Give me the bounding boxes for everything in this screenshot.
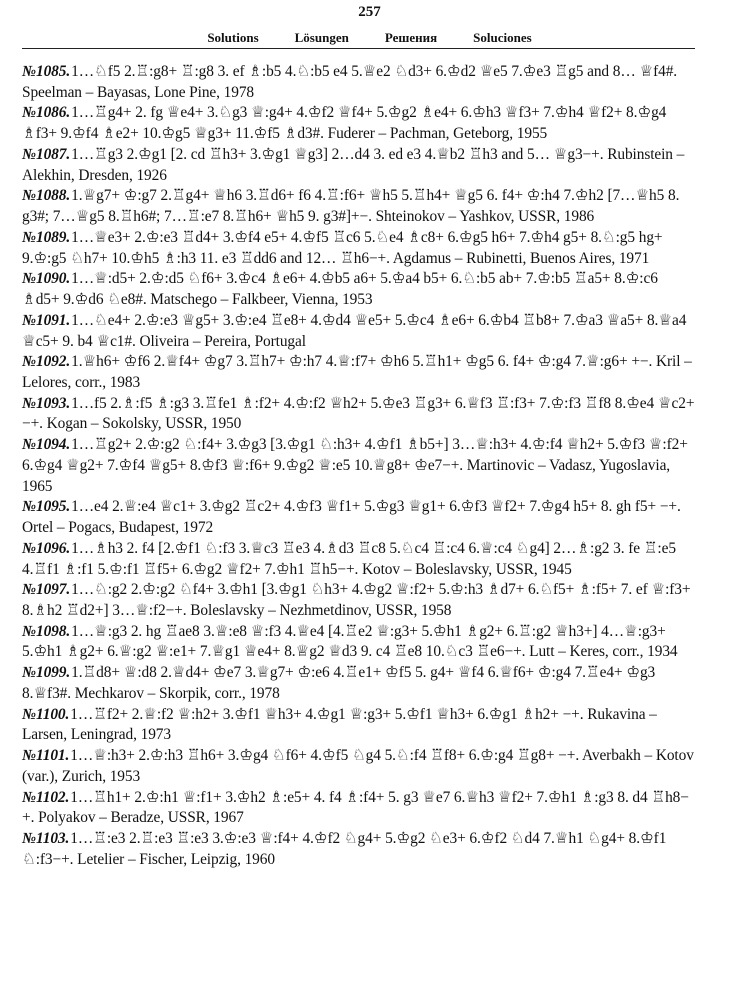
solution-number: №1088. [22, 187, 71, 205]
solution-text: 1…♖g2+ 2.♔:g2 ♘:f4+ 3.♔g3 [3.♔g1 ♘:h3+ 4.♔f1 ♗b5+] 3…♕:h3+ 4.♔:f4 ♕h2+ 5.♔f3 ♕:f2+ 6.♔g4 ♕g2+ 7.♔f4 ♕g5+ 8.♔f3 ♕:f6+ 9.♔g2 ♕:e5 10.♕g8+ ♔e7−+. Martinovic – Vadasz, Yugoslavia, 1965 [22, 436, 688, 495]
solution-text: 1…♖:e3 2.♖:e3 ♖:e3 3.♔:e3 ♕:f4+ 4.♔f2 ♘g4+ 5.♔g2 ♘e3+ 6.♔f2 ♘d4 7.♕h1 ♘g4+ 8.♔f1 ♘:f3−+. Letelier – Fischer, Leipzig, 1960 [22, 830, 667, 868]
solution-text: 1…♘f5 2.♖:g8+ ♖:g8 3. ef ♗:b5 4.♘:b5 e4 5.♕e2 ♘d3+ 6.♔d2 ♕e5 7.♔e3 ♖g5 and 8… ♕f4#. Speelman – Bayasas, Lone Pine, 1978 [22, 63, 678, 101]
solution-number: №1102. [22, 788, 70, 806]
page-number: 257 [358, 4, 381, 20]
solution-entry [22, 228, 695, 269]
solution-text: 1…♘e4+ 2.♔:e3 ♕g5+ 3.♔:e4 ♖e8+ 4.♔d4 ♕e5+ 5.♔c4 ♗e6+ 6.♔b4 ♖b8+ 7.♔a3 ♕a5+ 8.♕a4 ♕c5+ 9. b4 ♕c1#. Oliveira – Pereira, Portugal [22, 311, 687, 350]
solution-text: 1…♗h3 2. f4 [2.♔f1 ♘:f3 3.♕c3 ♖e3 4.♗d3 ♖c8 5.♘c4 ♖:c4 6.♕:c4 ♘g4] 2…♗:g2 3. fe ♖:e5 4.♖f1 ♗:f1 5.♔:f1 ♖f5+ 6.♔g2 ♕f2+ 7.♔h1 ♖h5−+. Kotov – Boleslavsky, USSR, 1945 [22, 539, 676, 578]
solution-number: №1098. [22, 622, 71, 640]
solution-text: 1…f5 2.♗:f5 ♗:g3 3.♖fe1 ♗:f2+ 4.♔:f2 ♕h2+ 5.♔e3 ♖g3+ 6.♕f3 ♖:f3+ 7.♔:f3 ♖f8 8.♔e4 ♕c2+ −+. Kogan – Sokolsky, USSR, 1950 [22, 394, 695, 433]
solutions-list [22, 62, 695, 871]
solution-number: №1089. [22, 228, 71, 246]
solution-number: №1099. [22, 664, 71, 682]
solution-entry [22, 186, 695, 227]
solution-entry [22, 580, 695, 621]
solution-entry [22, 829, 695, 870]
solution-entry [22, 62, 695, 103]
solution-entry [22, 788, 695, 829]
solution-number: №1096. [22, 539, 71, 557]
solution-text: 1…♖h1+ 2.♔:h1 ♕:f1+ 3.♔h2 ♗:e5+ 4. f4 ♗:f4+ 5. g3 ♕e7 6.♕h3 ♕f2+ 7.♔h1 ♗:g3 8. d4 ♖h8−+. Polyakov – Beradze, USSR, 1967 [22, 788, 689, 827]
solution-text: 1…♕:h3+ 2.♔:h3 ♖h6+ 3.♔g4 ♘f6+ 4.♔f5 ♘g4 5.♘:f4 ♖f8+ 6.♔:g4 ♖g8+ −+. Averbakh – Kotov (var.), Zurich, 1953 [22, 747, 694, 785]
solution-text: 1.♕g7+ ♔:g7 2.♖g4+ ♕h6 3.♖d6+ f6 4.♖:f6+ ♕h5 5.♖h4+ ♕g5 6. f4+ ♔:h4 7.♔h2 [7…♕h5 8. g3#; 7…♕g5 8.♖h6#; 7…♖:e7 8.♖h6+ ♕h5 9. g3#]+−. Shteinokov – Yashkov, USSR, 1986 [22, 187, 680, 226]
solution-entry [22, 746, 695, 787]
solution-text: 1…e4 2.♕:e4 ♕c1+ 3.♔g2 ♖c2+ 4.♔f3 ♕f1+ 5.♔g3 ♕g1+ 6.♔f3 ♕f2+ 7.♔g4 h5+ 8. gh f5+ −+. Ortel – Pogacs, Budapest, 1972 [22, 498, 681, 537]
solution-text: 1…♕:g3 2. hg ♖ae8 3.♕:e8 ♕:f3 4.♕e4 [4.♖e2 ♕:g3+ 5.♔h1 ♗g2+ 6.♖:g2 ♕h3+] 4…♕:g3+ 5.♔h1 ♗g2+ 6.♕:g2 ♕:e1+ 7.♕g1 ♕e4+ 8.♕g2 ♕d3 9. c4 ♖e8 10.♘c3 ♖e6−+. Lutt – Keres, corr., 1934 [22, 622, 678, 661]
solution-number: №1085. [22, 63, 71, 80]
solution-number: №1090. [22, 270, 71, 288]
running-header [0, 30, 739, 46]
solution-number: №1093. [22, 394, 71, 412]
solution-text: 1…♕e3+ 2.♔:e3 ♖d4+ 3.♔f4 e5+ 4.♔f5 ♖c6 5.♘e4 ♗c8+ 6.♔g5 h6+ 7.♔h4 g5+ 8.♘:g5 hg+ 9.♔:g5 ♘h7+ 10.♔h5 ♗:h3 11. e3 ♖dd6 and 12… ♖h6−+. Agdamus – Rubinetti, Buenos Aires, 1971 [22, 228, 663, 267]
solution-number: №1097. [22, 581, 71, 599]
solution-entry [22, 539, 695, 580]
solution-entry [22, 103, 695, 144]
solution-text: 1…♘:g2 2.♔:g2 ♘f4+ 3.♔h1 [3.♔g1 ♘h3+ 4.♔g2 ♕:f2+ 5.♔:h3 ♗d7+ 6.♘f5+ ♗:f5+ 7. ef ♕:f3+ 8.♗h2 ♖d2+] 3…♕:f2−+. Boleslavsky – Nezhmetdinov, USSR, 1958 [22, 581, 691, 619]
header-rule [22, 48, 695, 49]
solution-number: №1101. [22, 747, 70, 765]
header-title-german: Lösungen [294, 30, 349, 45]
solution-number: №1091. [22, 311, 71, 329]
solution-number: №1092. [22, 353, 71, 371]
solution-entry [22, 145, 695, 186]
solution-entry [22, 497, 695, 538]
solution-number: №1086. [22, 104, 71, 122]
solution-entry [22, 311, 695, 352]
header-title-spanish: Soluciones [473, 30, 532, 45]
header-title-russian: Решения [384, 30, 438, 45]
solution-entry [22, 622, 695, 663]
solution-text: 1…♕:d5+ 2.♔:d5 ♘f6+ 3.♔c4 ♗e6+ 4.♔b5 a6+ 5.♔a4 b5+ 6.♘:b5 ab+ 7.♔:b5 ♖a5+ 8.♔:c6 ♗d5+ 9.♔d6 ♘e8#. Matschego – Falkbeer, Vienna, 1953 [22, 270, 658, 309]
solution-number: №1094. [22, 436, 71, 454]
header-title-english: Solutions [207, 30, 259, 45]
solution-text: 1.♖d8+ ♕:d8 2.♕d4+ ♔e7 3.♕g7+ ♔:e6 4.♖e1+ ♔f5 5. g4+ ♕f4 6.♕f6+ ♔:g4 7.♖e4+ ♔g3 8.♕f3#. Mechkarov – Skorpik, corr., 1978 [22, 664, 656, 702]
solution-number: №1087. [22, 145, 71, 163]
solution-entry [22, 705, 695, 746]
solution-entry [22, 269, 695, 310]
solution-entry [22, 663, 695, 704]
solution-text: 1.♕h6+ ♔f6 2.♕f4+ ♔g7 3.♖h7+ ♔:h7 4.♕:f7+ ♔h6 5.♖h1+ ♔g5 6. f4+ ♔:g4 7.♕:g6+ +−. Kril – Lelores, corr., 1983 [22, 353, 692, 391]
solution-number: №1095. [22, 498, 71, 516]
solution-number: №1100. [22, 705, 70, 723]
solution-text: 1…♖f2+ 2.♕:f2 ♕:h2+ 3.♔f1 ♕h3+ 4.♔g1 ♕:g3+ 5.♔f1 ♕h3+ 6.♔g1 ♗h2+ −+. Rukavina – Larsen, Leningrad, 1973 [22, 705, 657, 744]
solution-text: 1…♖g3 2.♔g1 [2. cd ♖h3+ 3.♔g1 ♕g3] 2…d4 3. ed e3 4.♕b2 ♖h3 and 5… ♕g3−+. Rubinstein – Alekhin, Dresden, 1926 [22, 145, 685, 184]
solution-entry [22, 352, 695, 393]
solution-entry [22, 394, 695, 435]
solution-entry [22, 435, 695, 497]
solution-number: №1103. [22, 830, 70, 848]
solution-text: 1…♖g4+ 2. fg ♕e4+ 3.♘g3 ♕:g4+ 4.♔f2 ♕f4+ 5.♔g2 ♗e4+ 6.♔h3 ♕f3+ 7.♔h4 ♕f2+ 8.♔g4 ♗f3+ 9.♔f4 ♗e2+ 10.♔g5 ♕g3+ 11.♔f5 ♗d3#. Fuderer – Pachman, Geteborg, 1955 [22, 104, 667, 143]
